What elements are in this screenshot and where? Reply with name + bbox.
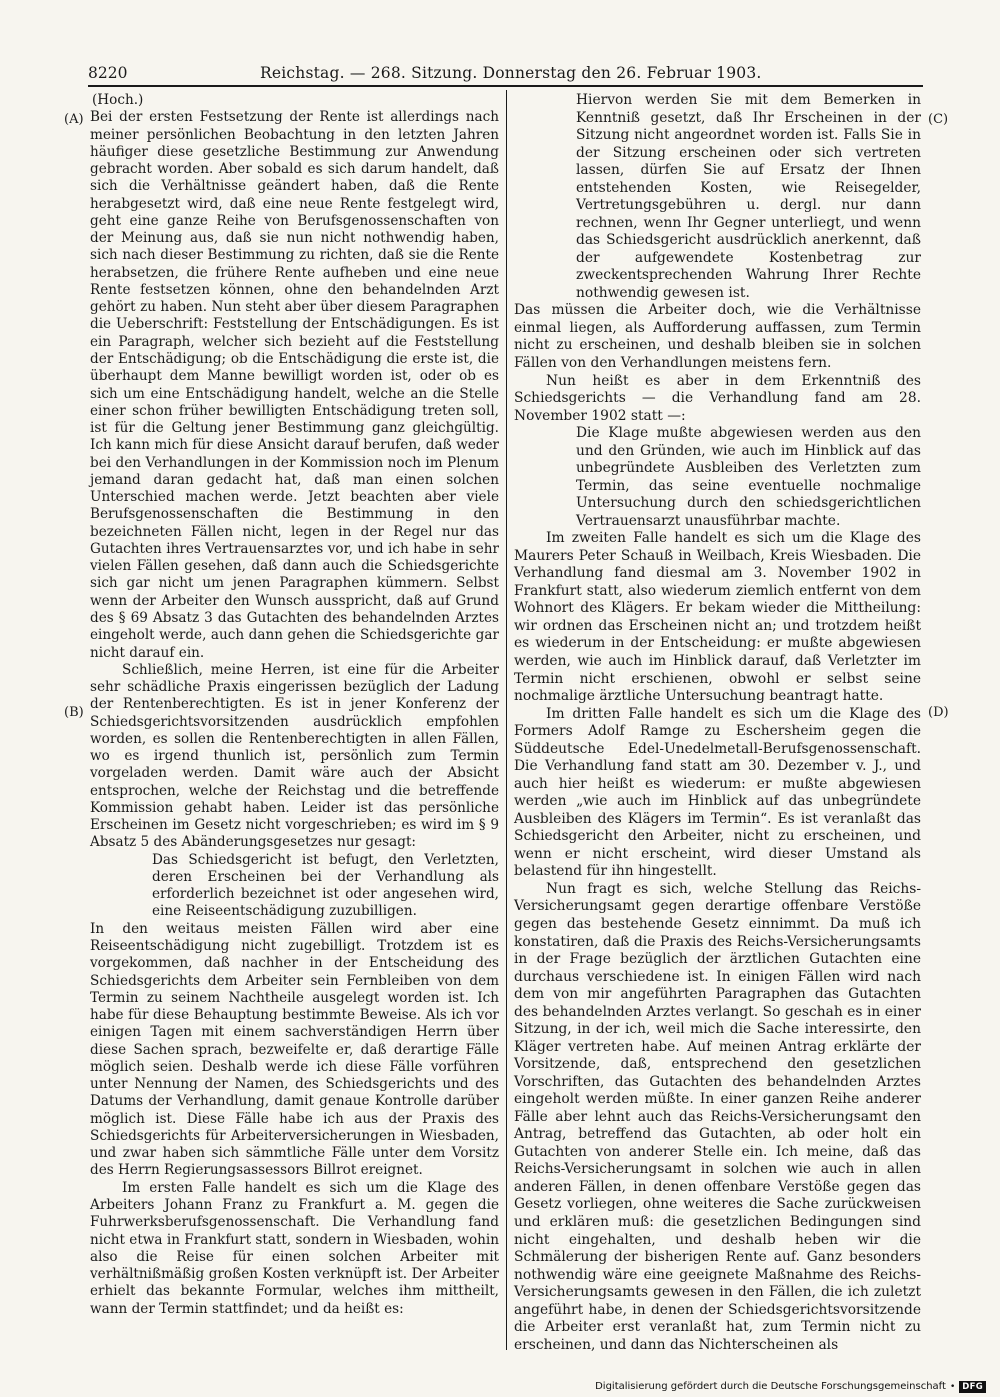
quoted-block: Hiervon werden Sie mit dem Bemerken in Kenntniß gesetzt, daß Ihr Erscheinen in der Sitzung nicht angeordnet worden ist. Falls Sie in der Sitzung erscheinen oder sich vertreten lassen, dürfen Sie auf Ersatz der Ihnen entstehenden Kosten, wie Reisegelder, Vertretungsgebühren u. dergl. nur dann rechnen, wenn Ihr Gegner unterliegt, und wenn das Schiedsgericht ausdrücklich anerkennt, daß der aufgewendete Kostenbetrag zur zweckentsprechenden Wahrung Ihrer Rechte nothwendig gewesen ist. <box>576 92 921 301</box>
paragraph: Im zweiten Falle handelt es sich um die Klage des Maurers Peter Schauß in Weilbach, Kreis Wiesbaden. Die Verhandlung fand diesmal am 3. November 1902 in Frankfurt statt, also wiederum ziemlich entfernt von dem Wohnort des Klägers. Er bekam wieder die Mittheilung: wir ordnen das Erscheinen nicht an; und trotzdem heißt es wiederum in der Entscheidung: er mußte abgewiesen werden, wie auch im Hinblick darauf, daß Verletzter im Termin nicht erschienen, obwohl er selbst seine nochmalige ärztliche Untersuchung beantragt hatte. <box>514 530 921 705</box>
speaker-name: (Hoch.) <box>92 92 144 108</box>
paragraph: Schließlich, meine Herren, ist eine für die Arbeiter sehr schädliche Praxis eingerissen bezüglich der Ladung der Rentenberechtigten. Es ist in jener Konferenz der Schiedsgerichtsvorsitzenden ausdrücklich empfohlen worden, es sollen die Rentenberechtigten in allen Fällen, wo es irgend thunlich ist, persönlich zum Termin vorgeladen werden. Damit wäre auch der Absicht entsprochen, welche der Reichstag und die betreffende Kommission gehabt haben. Leider ist das persönliche Erscheinen im Gesetz nicht vorgeschrieben; es wird im § 9 Absatz 5 des Abänderungsgesetzes nur gesagt: <box>90 661 499 851</box>
page-number: 8220 <box>88 64 128 82</box>
paragraph: Nun heißt es aber in dem Erkenntniß des Schiedsgerichts — die Verhandlung fand am 28. November 1902 statt —: <box>514 372 921 424</box>
bullet-icon: • <box>949 1382 956 1392</box>
margin-marker-b: (B) <box>64 705 84 720</box>
footer-text: Digitalisierung gefördert durch die Deutsche Forschungsgemeinschaft <box>595 1381 946 1392</box>
quoted-block: Die Klage mußte abgewiesen werden aus den und den Gründen, wie auch im Hinblick auf das unbegründete Ausbleiben des Verletzten zum Termin, das seine eventuelle nochmalige Untersuchung durch den schiedsgerichtlichen Vertrauensarzt unausführbar machte. <box>576 425 921 529</box>
paragraph: Im dritten Falle handelt es sich um die Klage des Formers Adolf Ramge zu Eschersheim gegen die Süddeutsche Edel-Unedelmetall-Berufsgenossenschaft. Die Verhandlung fand statt am 30. Dezember v. J., und auch hier heißt es wiederum: er mußte abgewiesen werden „wie auch im Hinblick auf das unbegründete Ausbleiben des Klägers im Termin“. Es ist veranlaßt das Schiedsgericht den Arbeiter, nicht zu erscheinen, und wenn er nicht erscheint, wird dieser Umstand als belastend für ihn hingestellt. <box>514 705 921 880</box>
margin-marker-c: (C) <box>928 112 949 127</box>
dfg-logo: DFG <box>959 1381 986 1393</box>
quoted-block: Das Schiedsgericht ist befugt, den Verletzten, deren Erscheinen bei der Verhandlung als erforderlich bezeichnet ist oder angesehen wird, eine Reiseentschädigung zuzubilligen. <box>152 851 499 920</box>
margin-marker-a: (A) <box>64 112 84 127</box>
paragraph: Nun fragt es sich, welche Stellung das Reichs-Versicherungsamt gegen derartige offenbare Verstöße gegen das bestehende Gesetz einnimmt. Da muß ich konstatiren, daß die Praxis des Reichs-Versicherungsamts in der Frage bezüglich der ärztlichen Gutachten eine durchaus verschiedene ist. In einigen Fällen wird nach dem von mir angeführten Paragraphen das Gutachten des behandelnden Arztes verlangt. So geschah es in einer Sitzung, in der ich, weil mich die Sache interessirte, den Kläger vertreten habe. Auf meinen Antrag erklärte der Vorsitzende, daß, entsprechend den gesetzlichen Vorschriften, das Gutachten des behandelnden Arztes eingeholt werden müßte. In einer ganzen Reihe anderer Fälle aber lehnt auch das Reichs-Versicherungsamt den Antrag, betreffend das Gutachten, ab oder holt ein Gutachten von anderer Stelle ein. Ich meine, daß das Reichs-Versicherungsamt in solchen wie auch in allen anderen Fällen, in denen offenbare Verstöße gegen das Gesetz vorliegen, ohne weiteres die Sache zurückweisen und erklären muß: die gesetzlichen Bedingungen sind nicht eingehalten, und deshalb heben wir die Schmälerung der bisherigen Rente auf. Ganz besonders nothwendig wäre eine geeignete Maßnahme des Reichs-Versicherungsamts gewesen in den Fällen, die ich zuletzt angeführt habe, in denen der Schiedsgerichtsvorsitzende die Arbeiter erst veranlaßt hat, zum Termin nicht zu erscheinen, und dann das Nichterscheinen als <box>514 880 921 1353</box>
digitization-footer <box>595 1380 986 1394</box>
paragraph: Das müssen die Arbeiter doch, wie die Verhältnisse einmal liegen, als Aufforderung auffassen, zum Termin nicht zu erscheinen, und deshalb bleiben sie in solchen Fällen von den Verhandlungen meistens fern. <box>514 302 921 371</box>
header-rule <box>88 85 923 87</box>
paragraph: Bei der ersten Festsetzung der Rente ist allerdings nach meiner persönlichen Beobachtung in den letzten Jahren häufiger diese gesetzliche Bestimmung zur Anwendung gebracht worden. Aber sobald es sich darum handelt, daß sich die Verhältnisse geändert haben, daß die Rente herabgesetzt wird, daß eine neue Rente festgelegt wird, geht eine ganze Reihe von Berufsgenossenschaften von der Meinung aus, daß sie nun nicht nothwendig haben, sich nach dieser Bestimmung zu richten, daß sie die Rente herabsetzen, die frühere Rente aufheben und eine neue Rente festsetzen können, ohne den behandelnden Arzt gehört zu haben. Nun steht aber über diesem Paragraphen die Ueberschrift: Feststellung der Entschädigungen. Es ist ein Paragraph, welcher sich bezieht auf die Feststellung der Entschädigung; ob die Entschädigung die erste ist, die überhaupt dem Manne bewilligt worden ist, oder ob es sich um eine Entschädigung handelt, welche an die Stelle einer schon früher bewilligten Entschädigung treten soll, ist für die Geltung jener Bestimmung ganz gleichgültig. Ich kann mich für diese Ansicht darauf berufen, daß weder bei den Verhandlungen in der Kommission noch im Plenum jemand daran gedacht hat, daß man einen solchen Unterschied machen werde. Jetzt beachten aber viele Berufsgenossenschaften die Bestimmung in den bezeichneten Fällen nicht, legen in der Regel nur das Gutachten ihres Vertrauensarztes vor, und ich habe in sehr vielen Fällen gesehen, daß dann auch die Schiedsgerichte sich gar nicht um jenen Paragraphen kümmern. Selbst wenn der Arbeiter den Wunsch ausspricht, daß auf Grund des § 69 Absatz 3 das Gutachten des behandelnden Arztes eingeholt werde, auch dann gehen die Schiedsgerichte gar nicht darauf ein. <box>90 109 499 661</box>
paragraph: In den weitaus meisten Fällen wird aber eine Reiseentschädigung nicht zugebilligt. Trotzdem ist es vorgekommen, daß nachher in der Entscheidung des Schiedsgerichts dem Arbeiter sein Fernbleiben von dem Termin zu seinem Nachtheile ausgelegt worden ist. Ich habe für diese Behauptung bestimmte Beweise. Als ich vor einigen Tagen mit einem sachverständigen Herrn über diese Sachen sprach, bezweifelte er, daß derartige Fälle möglich seien. Deshalb werde ich diese Fälle vorführen unter Nennung der Namen, des Schiedsgerichts und des Datums der Verhandlung, damit genaue Kontrolle darüber möglich ist. Diese Fälle habe ich aus der Praxis des Schiedsgerichts für Arbeiterversicherungen in Wiesbaden, und zwar haben sich sämmtliche Fälle unter dem Vorsitz des Herrn Regierungsassessors Billrot ereignet. <box>90 920 499 1179</box>
column-divider <box>506 90 507 1350</box>
page-header <box>88 63 923 83</box>
paragraph: Im ersten Falle handelt es sich um die Klage des Arbeiters Johann Franz zu Frankfurt a. M. gegen die Fuhrwerksberufsgenossenschaft. Die Verhandlung fand nicht etwa in Frankfurt statt, sondern in Wiesbaden, wohin also die Reise für einen solchen Arbeiter mit verhältnißmäßig großen Kosten verknüpft ist. Der Arbeiter erhielt das bekannte Formular, welches ihm mittheilt, wann der Termin stattfindet; und da heißt es: <box>90 1179 499 1317</box>
left-column <box>90 92 499 1318</box>
margin-marker-d: (D) <box>928 705 949 720</box>
running-title: Reichstag. — 268. Sitzung. Donnerstag den 26. Februar 1903. <box>260 64 762 82</box>
right-column <box>514 92 921 1354</box>
